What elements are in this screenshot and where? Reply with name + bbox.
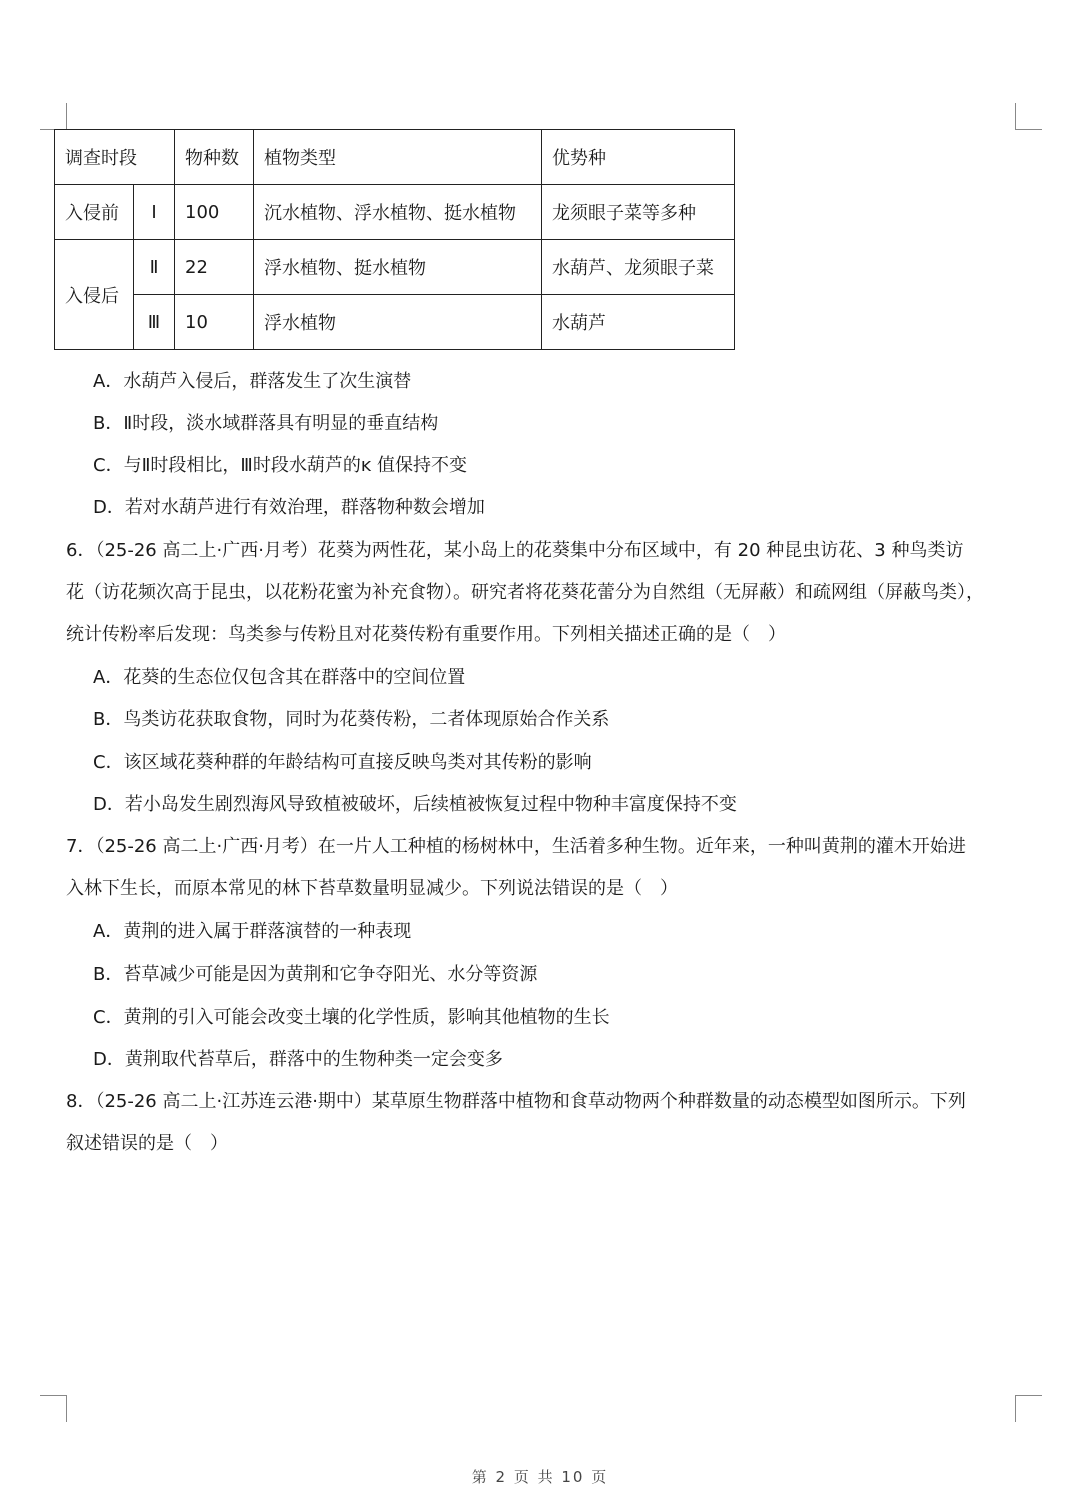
q6-option-d: D．若小岛发生剧烈海风导致植被破坏，后续植被恢复过程中物种丰富度保持不变 bbox=[93, 794, 737, 815]
cell-species-count: 10 bbox=[175, 295, 254, 350]
cell-species-count: 22 bbox=[175, 240, 254, 295]
cell-period: 入侵后 bbox=[55, 240, 134, 350]
crop-mark-bottom-right bbox=[1015, 1395, 1042, 1422]
cell-stage: Ⅲ bbox=[134, 295, 175, 350]
cell-dominant: 水葫芦、龙须眼子菜 bbox=[542, 240, 735, 295]
page-footer: 第 2 页 共 10 页 bbox=[471, 1468, 609, 1486]
q8-stem-line: 叙述错误的是（ ） bbox=[66, 1133, 228, 1154]
header-plant-types: 植物类型 bbox=[254, 130, 542, 185]
q5-option-d: D．若对水葫芦进行有效治理，群落物种数会增加 bbox=[93, 497, 485, 518]
q7-option-c: C．黄荆的引入可能会改变土壤的化学性质，影响其他植物的生长 bbox=[93, 1007, 610, 1028]
q6-stem-line: 统计传粉率后发现：鸟类参与传粉且对花葵传粉有重要作用。下列相关描述正确的是（ ） bbox=[66, 624, 786, 645]
header-period: 调查时段 bbox=[55, 130, 175, 185]
cell-plant-types: 浮水植物、挺水植物 bbox=[254, 240, 542, 295]
crop-mark-top-right bbox=[1015, 103, 1042, 130]
header-species-count: 物种数 bbox=[175, 130, 254, 185]
cell-stage: Ⅰ bbox=[134, 185, 175, 240]
cell-dominant: 龙须眼子菜等多种 bbox=[542, 185, 735, 240]
q5-option-a: A．水葫芦入侵后，群落发生了次生演替 bbox=[93, 371, 412, 392]
cell-plant-types: 浮水植物 bbox=[254, 295, 542, 350]
table-header-row bbox=[55, 130, 735, 185]
cell-dominant: 水葫芦 bbox=[542, 295, 735, 350]
q7-stem-line: 7．（25-26 高二上·广西·月考）在一片人工种植的杨树林中，生活着多种生物。近年来，一种叫黄荆的灌木开始进 bbox=[66, 836, 966, 857]
cell-species-count: 100 bbox=[175, 185, 254, 240]
table-row bbox=[55, 185, 735, 240]
q7-stem-line: 入林下生长，而原本常见的林下苔草数量明显减少。下列说法错误的是（ ） bbox=[66, 878, 678, 899]
q6-option-a: A．花葵的生态位仅包含其在群落中的空间位置 bbox=[93, 667, 466, 688]
crop-mark-bottom-left bbox=[40, 1395, 67, 1422]
q7-option-a: A．黄荆的进入属于群落演替的一种表现 bbox=[93, 921, 412, 942]
cell-stage: Ⅱ bbox=[134, 240, 175, 295]
q6-option-c: C．该区域花葵种群的年龄结构可直接反映鸟类对其传粉的影响 bbox=[93, 752, 592, 773]
q7-option-b: B．苔草减少可能是因为黄荆和它争夺阳光、水分等资源 bbox=[93, 964, 538, 985]
q6-option-b: B．鸟类访花获取食物，同时为花葵传粉，二者体现原始合作关系 bbox=[93, 709, 610, 730]
q6-stem-line: 6．（25-26 高二上·广西·月考）花葵为两性花，某小岛上的花葵集中分布区域中，有 20 种昆虫访花、3 种鸟类访 bbox=[66, 540, 964, 561]
cell-plant-types: 沉水植物、浮水植物、挺水植物 bbox=[254, 185, 542, 240]
q5-option-b: B．Ⅱ时段，淡水域群落具有明显的垂直结构 bbox=[93, 413, 439, 434]
table-row bbox=[55, 295, 735, 350]
q8-stem-line: 8．（25-26 高二上·江苏连云港·期中）某草原生物群落中植物和食草动物两个种群数量的动态模型如图所示。下列 bbox=[66, 1091, 966, 1112]
header-dominant: 优势种 bbox=[542, 130, 735, 185]
q5-option-c: C．与Ⅱ时段相比，Ⅲ时段水葫芦的ĸ 值保持不变 bbox=[93, 455, 467, 476]
survey-table bbox=[54, 129, 735, 350]
crop-mark-top-left bbox=[40, 103, 67, 130]
q7-option-d: D．黄荆取代苔草后，群落中的生物种类一定会变多 bbox=[93, 1049, 503, 1070]
table-row bbox=[55, 240, 735, 295]
cell-period: 入侵前 bbox=[55, 185, 134, 240]
q6-stem-line: 花（访花频次高于昆虫，以花粉花蜜为补充食物）。研究者将花葵花蕾分为自然组（无屏蔽）和疏网组（屏蔽鸟类）， bbox=[66, 582, 984, 603]
